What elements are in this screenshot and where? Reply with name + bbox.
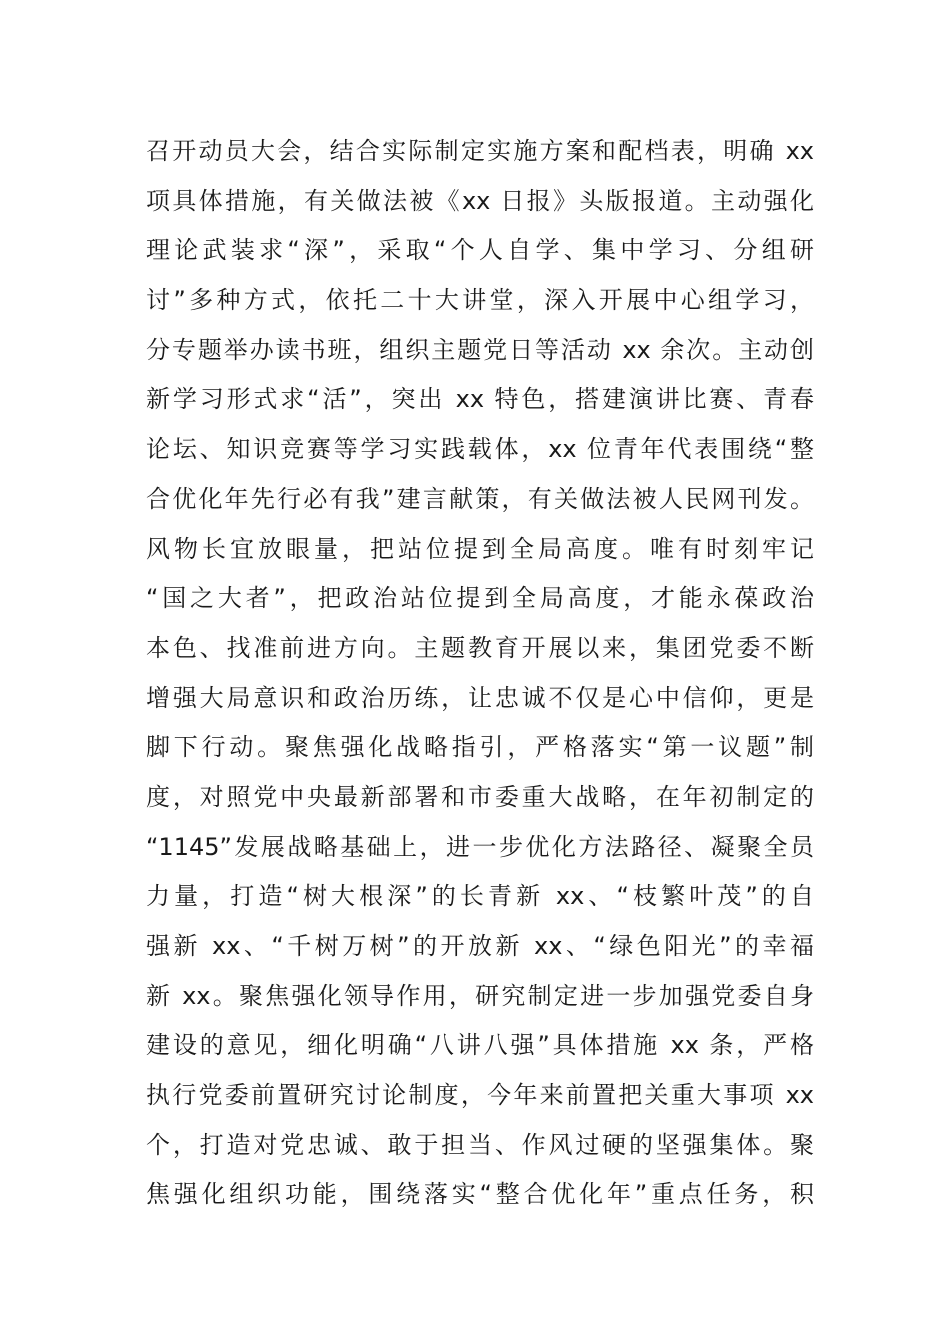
text-line: 力量，打造“树大根深”的长青新 xx、“枝繁叶茂”的自 — [146, 882, 814, 911]
text-line: 合优化年先行必有我”建言献策，有关做法被人民网刊发。 — [146, 484, 814, 513]
text-line: 脚下行动。聚焦强化战略指引，严格落实“第一议题”制 — [146, 733, 814, 762]
text-line: 本色、找准前进方向。主题教育开展以来，集团党委不断 — [146, 633, 814, 662]
text-line: 焦强化组织功能，围绕落实“整合优化年”重点任务，积 — [146, 1180, 814, 1209]
text-line: 执行党委前置研究讨论制度，今年来前置把关重大事项 xx — [146, 1081, 814, 1110]
text-line: 新学习形式求“活”，突出 xx 特色，搭建演讲比赛、青春 — [146, 385, 814, 414]
text-line: “1145”发展战略基础上，进一步优化方法路径、凝聚全员 — [146, 832, 814, 861]
text-line: 新 xx。聚焦强化领导作用，研究制定进一步加强党委自身 — [146, 981, 814, 1010]
text-line: 论坛、知识竞赛等学习实践载体，xx 位青年代表围绕“整 — [146, 435, 814, 464]
text-line: 理论武装求“深”，采取“个人自学、集中学习、分组研 — [146, 236, 814, 265]
text-line: 度，对照党中央最新部署和市委重大战略，在年初制定的 — [146, 782, 814, 811]
text-line: “国之大者”，把政治站位提到全局高度，才能永葆政治 — [146, 584, 814, 613]
text-line: 召开动员大会，结合实际制定实施方案和配档表，明确 xx — [146, 137, 814, 165]
text-line: 风物长宜放眼量，把站位提到全局高度。唯有时刻牢记 — [146, 534, 814, 563]
text-line: 项具体措施，有关做法被《xx 日报》头版报道。主动强化 — [146, 186, 814, 215]
text-line: 分专题举办读书班，组织主题党日等活动 xx 余次。主动创 — [146, 335, 814, 364]
text-line: 增强大局意识和政治历练，让忠诚不仅是心中信仰，更是 — [146, 683, 814, 712]
text-line: 个，打造对党忠诚、敢于担当、作风过硬的坚强集体。聚 — [146, 1130, 814, 1159]
text-line: 讨”多种方式，依托二十大讲堂，深入开展中心组学习， — [146, 286, 814, 315]
text-line: 强新 xx、“千树万树”的开放新 xx、“绿色阳光”的幸福 — [146, 932, 814, 960]
body-text — [146, 127, 814, 1220]
text-line: 建设的意见，细化明确“八讲八强”具体措施 xx 条，严格 — [146, 1031, 814, 1060]
